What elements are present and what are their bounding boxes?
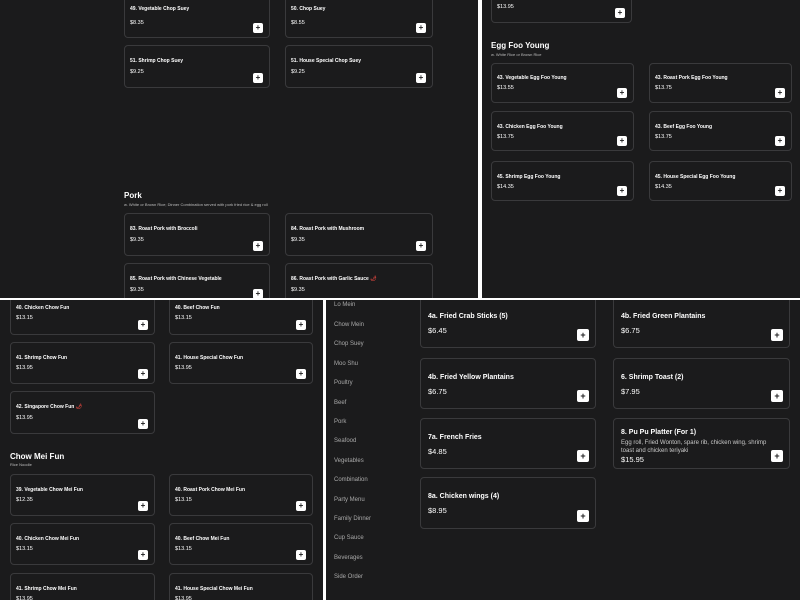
item-name: 39. Vegetable Chow Mei Fun [16, 487, 83, 493]
add-button[interactable]: + [296, 369, 306, 379]
item-price: $14.35 [497, 184, 514, 190]
menu-panel-egg-foo-young [482, 0, 800, 298]
menu-item-card[interactable] [285, 263, 433, 298]
sidebar-item-party-menu[interactable]: Party Menu [334, 497, 365, 503]
item-name: 40. Chicken Chow Mei Fun [16, 536, 80, 542]
item-name [16, 404, 82, 410]
menu-item-card[interactable] [491, 0, 632, 23]
menu-item-card[interactable] [613, 300, 790, 348]
menu-item-card[interactable] [649, 111, 792, 151]
item-name: 6. Shrimp Toast (2) [621, 374, 684, 381]
menu-item-card[interactable] [420, 358, 596, 409]
item-name: 7a. French Fries [428, 434, 482, 441]
item-name: 50. Chop Suey [291, 6, 326, 12]
menu-item-card[interactable] [169, 342, 313, 384]
add-button[interactable]: + [775, 136, 785, 146]
item-price: $13.95 [16, 596, 33, 600]
add-button[interactable]: + [253, 73, 263, 83]
add-button[interactable]: + [138, 320, 148, 330]
menu-item-card[interactable] [285, 213, 433, 256]
item-name: 41. Shrimp Chow Mei Fun [16, 586, 77, 592]
item-name: 41. House Special Chow Fun [175, 355, 244, 361]
item-price: $13.95 [175, 365, 192, 371]
item-name: 40. Chicken Chow Fun [16, 305, 70, 311]
item-price: $8.95 [428, 506, 447, 515]
menu-item-card[interactable] [613, 358, 790, 409]
section-subtitle-egg-foo-young: w. White Rice or Brown Rice [491, 52, 542, 57]
sidebar-item-chow-mein[interactable]: Chow Mein [334, 322, 365, 328]
menu-item-card[interactable] [613, 418, 790, 469]
add-button[interactable]: + [296, 550, 306, 560]
menu-item-card[interactable] [10, 573, 155, 600]
item-name: 40. Roast Pork Chow Mei Fun [175, 487, 246, 493]
add-button[interactable]: + [617, 186, 627, 196]
item-price: $6.45 [428, 326, 447, 335]
add-button[interactable]: + [577, 510, 589, 522]
item-price: $13.15 [16, 315, 33, 321]
add-button[interactable]: + [138, 419, 148, 429]
add-button[interactable]: + [577, 450, 589, 462]
menu-item-card[interactable] [124, 45, 270, 88]
section-subtitle-chow-mei-fun: Rice Noodle [10, 462, 32, 467]
add-button[interactable]: + [775, 88, 785, 98]
menu-item-card[interactable] [169, 523, 313, 565]
item-name: 40. Beef Chow Fun [175, 305, 220, 311]
item-name: 49. Vegetable Chop Suey [130, 6, 190, 12]
item-price: $13.95 [175, 596, 192, 600]
section-subtitle-pork: w. White or Brown Rice; Dinner Combination served with pork fried rice & egg roll [124, 202, 268, 207]
item-name-text: 86. Roast Pork with Garlic Sauce [291, 276, 369, 282]
add-button[interactable]: + [253, 23, 263, 33]
section-title-chow-mei-fun: Chow Mei Fun [10, 452, 65, 461]
menu-item-card[interactable] [491, 63, 634, 103]
menu-item-card[interactable] [10, 342, 155, 384]
menu-item-card[interactable] [10, 523, 155, 565]
section-title-egg-foo-young: Egg Foo Young [491, 41, 550, 50]
item-price: $15.95 [621, 455, 644, 464]
item-price: $8.35 [130, 20, 144, 26]
menu-item-card[interactable] [420, 477, 596, 529]
item-price: $7.95 [621, 387, 640, 396]
item-name: 8a. Chicken wings (4) [428, 493, 500, 500]
menu-item-card[interactable] [420, 300, 596, 348]
menu-item-card[interactable] [491, 111, 634, 151]
item-price: $6.75 [621, 326, 640, 335]
menu-item-card[interactable] [420, 418, 596, 469]
add-button[interactable]: + [771, 450, 783, 462]
menu-item-card[interactable] [169, 573, 313, 600]
item-name: 8. Pu Pu Platter (For 1) [621, 429, 697, 436]
item-price: $14.35 [655, 184, 672, 190]
item-price: $13.75 [655, 134, 672, 140]
add-button[interactable]: + [771, 390, 783, 402]
add-button[interactable]: + [577, 329, 589, 341]
item-name: 83. Roast Pork with Broccoli [130, 226, 198, 232]
item-name: 4a. Fried Crab Sticks (5) [428, 313, 508, 320]
sidebar-item-combination[interactable]: Combination [334, 477, 368, 483]
item-price: $13.15 [175, 315, 192, 321]
sidebar-item-chop-suey[interactable]: Chop Suey [334, 341, 364, 347]
add-button[interactable]: + [296, 320, 306, 330]
sidebar-item-cup-sauce[interactable]: Cup Sauce [334, 535, 364, 541]
item-name: 51. Shrimp Chop Suey [130, 58, 184, 64]
spicy-icon: 🌶 [75, 404, 83, 410]
sidebar-item-moo-shu[interactable]: Moo Shu [334, 361, 359, 367]
item-price: $13.95 [497, 4, 514, 10]
item-price: $4.85 [428, 447, 447, 456]
item-name: 4b. Fried Green Plantains [621, 313, 706, 320]
item-price: $8.55 [291, 20, 305, 26]
add-button[interactable]: + [577, 390, 589, 402]
item-name: 45. Shrimp Egg Foo Young [497, 174, 561, 180]
sidebar-item-beef[interactable]: Beef [334, 400, 347, 406]
menu-item-card[interactable] [285, 0, 433, 38]
sidebar-item-seafood[interactable]: Seafood [334, 438, 357, 444]
menu-item-card[interactable] [124, 213, 270, 256]
item-price: $6.75 [428, 387, 447, 396]
item-name: 41. Shrimp Chow Fun [16, 355, 68, 361]
add-button[interactable]: + [253, 241, 263, 251]
add-button[interactable]: + [771, 329, 783, 341]
item-name: 43. Chicken Egg Foo Young [497, 124, 563, 130]
item-name: 43. Vegetable Egg Foo Young [497, 75, 567, 81]
sidebar-item-beverages[interactable]: Beverages [334, 555, 363, 561]
menu-item-card[interactable] [169, 474, 313, 516]
add-button[interactable]: + [253, 289, 263, 298]
menu-item-card[interactable] [649, 63, 792, 103]
item-price: $13.75 [497, 134, 514, 140]
item-name: 4b. Fried Yellow Plantains [428, 374, 514, 381]
item-price: $13.75 [655, 85, 672, 91]
item-name: 40. Beef Chow Mei Fun [175, 536, 230, 542]
add-button[interactable]: + [296, 501, 306, 511]
add-button[interactable]: + [617, 136, 627, 146]
item-price: $9.25 [291, 69, 305, 75]
item-price: $9.35 [291, 287, 305, 293]
add-button[interactable]: + [775, 186, 785, 196]
item-price: $13.15 [175, 497, 192, 503]
menu-panel-chow-fun [0, 300, 323, 600]
item-price: $9.35 [130, 237, 144, 243]
add-button[interactable]: + [416, 23, 426, 33]
menu-item-card[interactable] [169, 300, 313, 335]
menu-panel-appetizers [326, 300, 800, 600]
item-price: $13.95 [16, 365, 33, 371]
item-name-text: 42. Singapore Chow Fun [16, 404, 75, 410]
sidebar-item-pork[interactable]: Pork [334, 419, 347, 425]
add-button[interactable]: + [416, 73, 426, 83]
item-price: $13.15 [175, 546, 192, 552]
add-button[interactable]: + [138, 550, 148, 560]
add-button[interactable]: + [138, 369, 148, 379]
menu-item-card[interactable] [10, 474, 155, 516]
item-name: 85. Roast Pork with Chinese Vegetable [130, 276, 222, 282]
sidebar-item-poultry[interactable]: Poultry [334, 380, 353, 386]
item-price: $12.35 [16, 497, 33, 503]
menu-item-card[interactable] [491, 161, 634, 201]
spicy-icon: 🌶 [370, 276, 377, 282]
item-name: 43. Beef Egg Foo Young [655, 124, 713, 130]
item-name: 41. House Special Chow Mei Fun [175, 586, 253, 592]
item-description: Egg roll, Fried Wonton, spare rib, chicken wing, shrimp toast and chicken teriyaki [621, 440, 767, 454]
item-name: 84. Roast Pork with Mushroom [291, 226, 365, 232]
menu-item-card[interactable] [10, 391, 155, 434]
section-title-pork: Pork [124, 191, 142, 200]
add-button[interactable]: + [617, 88, 627, 98]
item-price: $13.95 [16, 415, 33, 421]
menu-item-card[interactable] [124, 0, 270, 38]
item-name: 51. House Special Chop Suey [291, 58, 362, 64]
item-name: 45. House Special Egg Foo Young [655, 174, 736, 180]
sidebar-item-family-dinner[interactable]: Family Dinner [334, 516, 372, 522]
item-price: $13.55 [497, 85, 514, 91]
menu-panel-chop-suey-pork [0, 0, 478, 298]
item-price: $13.15 [16, 546, 33, 552]
menu-item-card[interactable] [10, 300, 155, 335]
sidebar-item-lo-mein[interactable]: Lo Mein [334, 302, 356, 308]
menu-item-card[interactable] [285, 45, 433, 88]
sidebar-item-side-order[interactable]: Side Order [334, 574, 364, 580]
add-button[interactable]: + [615, 8, 625, 18]
menu-item-card[interactable] [649, 161, 792, 201]
add-button[interactable]: + [416, 241, 426, 251]
item-name: 43. Roast Pork Egg Foo Young [655, 75, 728, 81]
item-name [291, 276, 377, 282]
item-price: $9.35 [130, 287, 144, 293]
menu-item-card[interactable] [124, 263, 270, 298]
sidebar-item-vegetables[interactable]: Vegetables [334, 458, 364, 464]
add-button[interactable]: + [138, 501, 148, 511]
item-price: $9.35 [291, 237, 305, 243]
item-price: $9.25 [130, 69, 144, 75]
